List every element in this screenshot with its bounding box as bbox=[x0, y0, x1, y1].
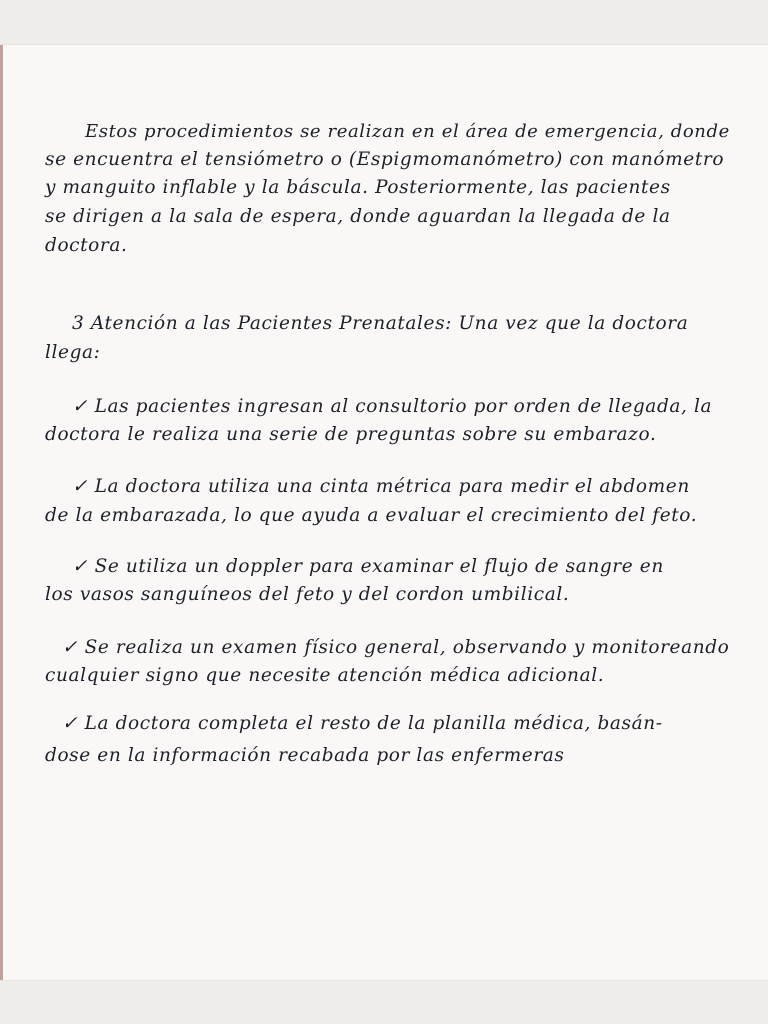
text-line: dose en la información recabada por las enfermeras bbox=[45, 745, 565, 766]
bullet-item: ✓ Se utiliza un doppler para examinar el flujo de sangre en bbox=[72, 556, 664, 577]
text-line: doctora. bbox=[45, 235, 128, 256]
bullet-item: ✓ Se realiza un examen físico general, observando y monitoreando bbox=[62, 637, 730, 658]
text-line: llega: bbox=[45, 342, 101, 363]
text-line: y manguito inflable y la báscula. Posteriormente, las pacientes bbox=[45, 177, 671, 198]
text-line: se dirigen a la sala de espera, donde aguardan la llegada de la bbox=[45, 206, 671, 227]
text-line: de la embarazada, lo que ayuda a evaluar el crecimiento del feto. bbox=[45, 505, 698, 526]
bullet-item: ✓ La doctora utiliza una cinta métrica para medir el abdomen bbox=[72, 476, 690, 497]
text-line: los vasos sanguíneos del feto y del cordon umbilical. bbox=[45, 584, 570, 605]
text-line: se encuentra el tensiómetro o (Espigmomanómetro) con manómetro bbox=[45, 149, 725, 170]
bullet-item: ✓ Las pacientes ingresan al consultorio por orden de llegada, la bbox=[72, 396, 713, 417]
section-heading: 3 Atención a las Pacientes Prenatales: Una vez que la doctora bbox=[72, 313, 689, 334]
text-line: cualquier signo que necesite atención médica adicional. bbox=[45, 665, 605, 686]
text-line: Estos procedimientos se realizan en el área de emergencia, donde bbox=[85, 121, 730, 142]
text-line: doctora le realiza una serie de preguntas sobre su embarazo. bbox=[45, 424, 657, 445]
bullet-item: ✓ La doctora completa el resto de la planilla médica, basán- bbox=[62, 713, 663, 734]
paper-edge bbox=[0, 45, 3, 980]
